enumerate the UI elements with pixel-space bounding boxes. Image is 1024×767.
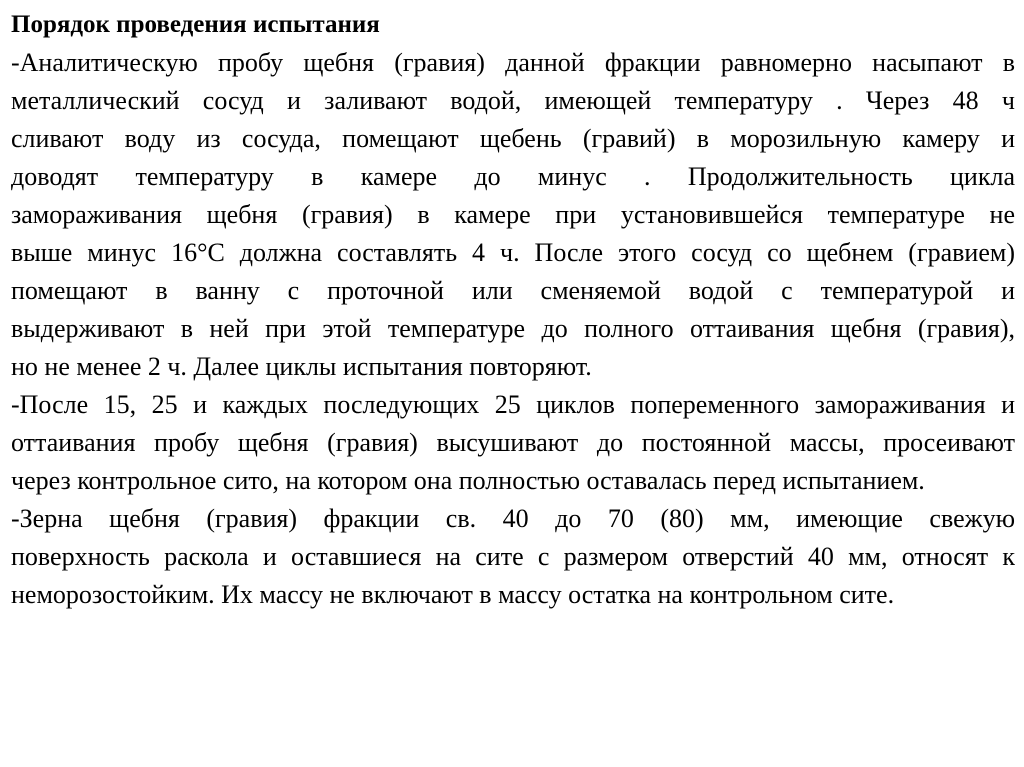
document-body (11, 44, 1015, 614)
paragraph-line: неморозостойким. Их массу не включают в массу остатка на контрольном сите. (11, 580, 895, 609)
paragraph-line: доводят температуру в камере до минус . Продолжительность цикла (11, 162, 1015, 191)
paragraph-line: выше минус 16°С должна составлять 4 ч. После этого сосуд со щебнем (гравием) (11, 238, 1015, 267)
paragraph-line: поверхность раскола и оставшиеся на сите с размером отверстий 40 мм, относят к (11, 542, 1015, 571)
paragraph-line: оттаивания пробу щебня (гравия) высушивают до постоянной массы, просеивают (11, 428, 1015, 457)
paragraph-line: через контрольное сито, на котором она полностью оставалась перед испытанием. (11, 466, 925, 495)
paragraph-line: помещают в ванну с проточной или сменяемой водой с температурой и (11, 276, 1015, 305)
paragraph-3 (11, 500, 1015, 614)
paragraph-line: замораживания щебня (гравия) в камере при установившейся температуре не (11, 200, 1015, 229)
paragraph-line: -Зерна щебня (гравия) фракции св. 40 до 70 (80) мм, имеющие свежую (11, 504, 1015, 533)
document-slide (11, 6, 1015, 614)
document-title: Порядок проведения испытания (11, 11, 380, 38)
paragraph-line: сливают воду из сосуда, помещают щебень (гравий) в морозильную камеру и (11, 124, 1015, 153)
paragraph-2 (11, 386, 1015, 500)
paragraph-line: -После 15, 25 и каждых последующих 25 циклов попеременного замораживания и (11, 390, 1015, 419)
paragraph-line: -Аналитическую пробу щебня (гравия) данной фракции равномерно насыпают в (11, 48, 1015, 77)
paragraph-line: металлический сосуд и заливают водой, имеющей температуру . Через 48 ч (11, 86, 1015, 115)
paragraph-line: выдерживают в ней при этой температуре до полного оттаивания щебня (гравия), (11, 314, 1015, 343)
paragraph-1 (11, 44, 1015, 386)
paragraph-line: но не менее 2 ч. Далее циклы испытания повторяют. (11, 352, 592, 381)
